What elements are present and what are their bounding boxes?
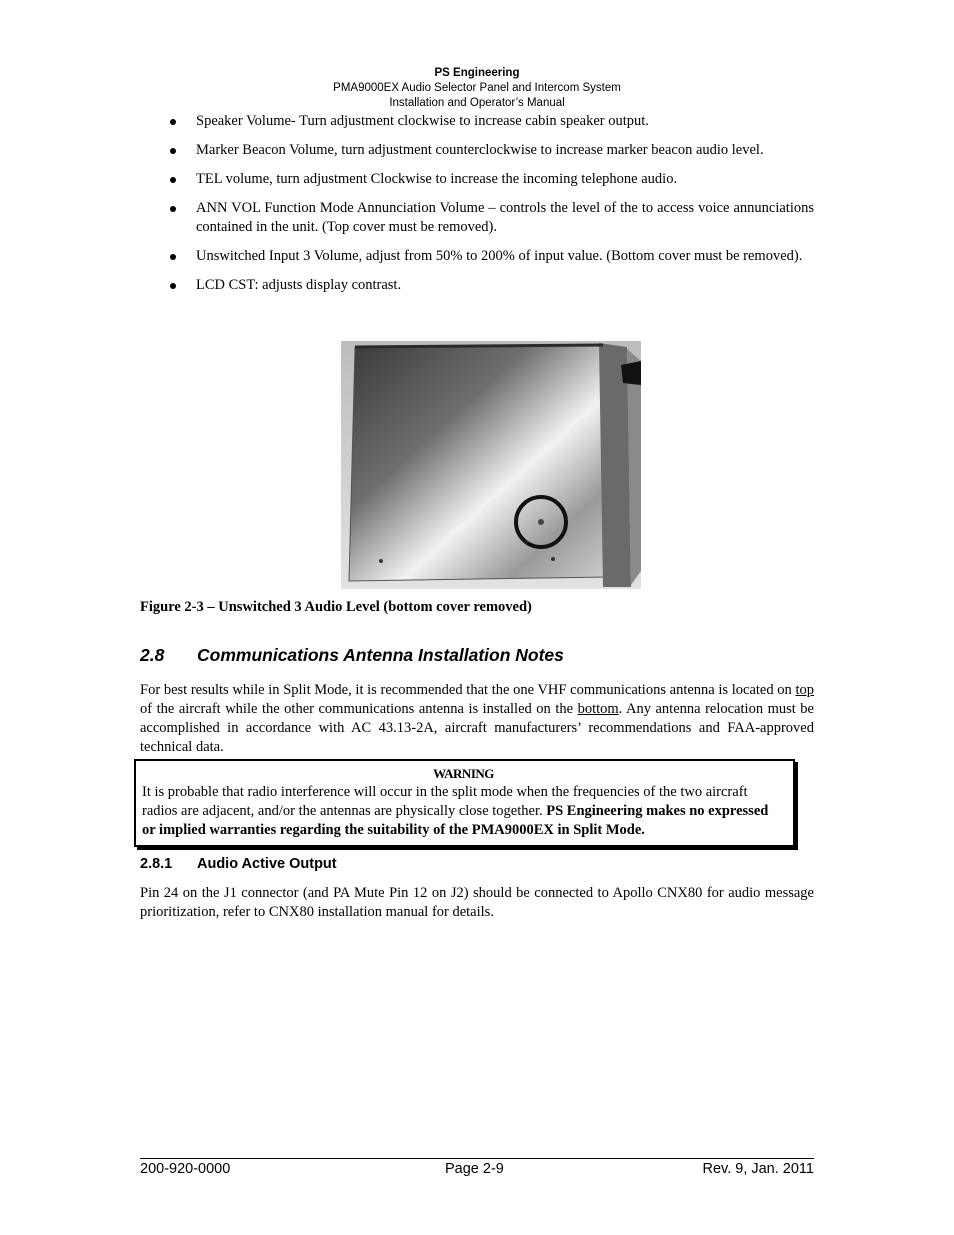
audio-output-paragraph: Pin 24 on the J1 connector (and PA Mute Pin 12 on J2) should be connected to Apollo CNX80 for audio message prioritization, refer to CNX80 installation manual for details. [140, 885, 814, 920]
list-item: Unswitched Input 3 Volume, adjust from 50% to 200% of input value. (Bottom cover must be removed). [140, 247, 814, 266]
warning-title: WARNING [433, 766, 494, 781]
list-item: TEL volume, turn adjustment Clockwise to increase the incoming telephone audio. [140, 170, 814, 189]
adjustment-list [140, 112, 814, 305]
warning-text: It is probable that radio interference will occur in the split mode when the frequencies of the two aircraft radios are adjacent, and/or the antennas are physically close together. PS Engineering makes no expressed or implied warranties regarding the suitability of the PMA9000EX in Split Mode. [142, 784, 769, 838]
figure-caption: Figure 2-3 – Unswitched 3 Audio Level (bottom cover removed) [140, 599, 532, 615]
unit-illustration [341, 341, 641, 589]
section-heading [140, 645, 564, 666]
warning-bold-text: PS Engineering makes no expressed or implied warranties regarding the suitability of the PMA9000EX in Split Mode. [142, 803, 769, 838]
footer-page-number: Page 2-9 [445, 1161, 504, 1177]
underline-top: top [795, 682, 814, 698]
bullet-icon [170, 283, 176, 289]
bullet-icon [170, 254, 176, 260]
page-header [0, 66, 954, 111]
section-title: Communications Antenna Installation Notes [197, 645, 564, 665]
footer-divider [140, 1158, 814, 1159]
footer-doc-number: 200-920-0000 [140, 1161, 231, 1177]
list-item: Marker Beacon Volume, turn adjustment counterclockwise to increase marker beacon audio level. [140, 141, 814, 160]
header-product: PMA9000EX Audio Selector Panel and Intercom System [333, 82, 621, 94]
bullet-icon [170, 206, 176, 212]
subsection-number: 2.8.1 [140, 856, 173, 872]
bullet-icon [170, 119, 176, 125]
unit-bottom-photo [341, 341, 641, 589]
warning-box [134, 759, 795, 847]
header-company: PS Engineering [434, 67, 520, 79]
list-item: LCD CST: adjusts display contrast. [140, 276, 814, 295]
footer-revision: Rev. 9, Jan. 2011 [702, 1161, 814, 1177]
list-item: ANN VOL Function Mode Annunciation Volume – controls the level of the to access voice annunciations contained in the unit. (Top cover must be removed). [140, 199, 814, 237]
header-manual: Installation and Operator’s Manual [389, 97, 565, 109]
subsection-heading [140, 856, 337, 872]
underline-bottom: bottom [577, 701, 619, 717]
bullet-icon [170, 177, 176, 183]
section-number: 2.8 [140, 645, 165, 665]
bullet-icon [170, 148, 176, 154]
subsection-title: Audio Active Output [197, 856, 337, 872]
antenna-paragraph: For best results while in Split Mode, it is recommended that the one VHF communications antenna is located on top of the aircraft while the other communications antenna is installed on the bottom. Any antenna relocation must be accomplished in accordance with AC 43.13-2A, aircraft manufacturers’ recommendations and FAA-approved technical data. [140, 682, 814, 755]
list-item: Speaker Volume- Turn adjustment clockwise to increase cabin speaker output. [140, 112, 814, 131]
